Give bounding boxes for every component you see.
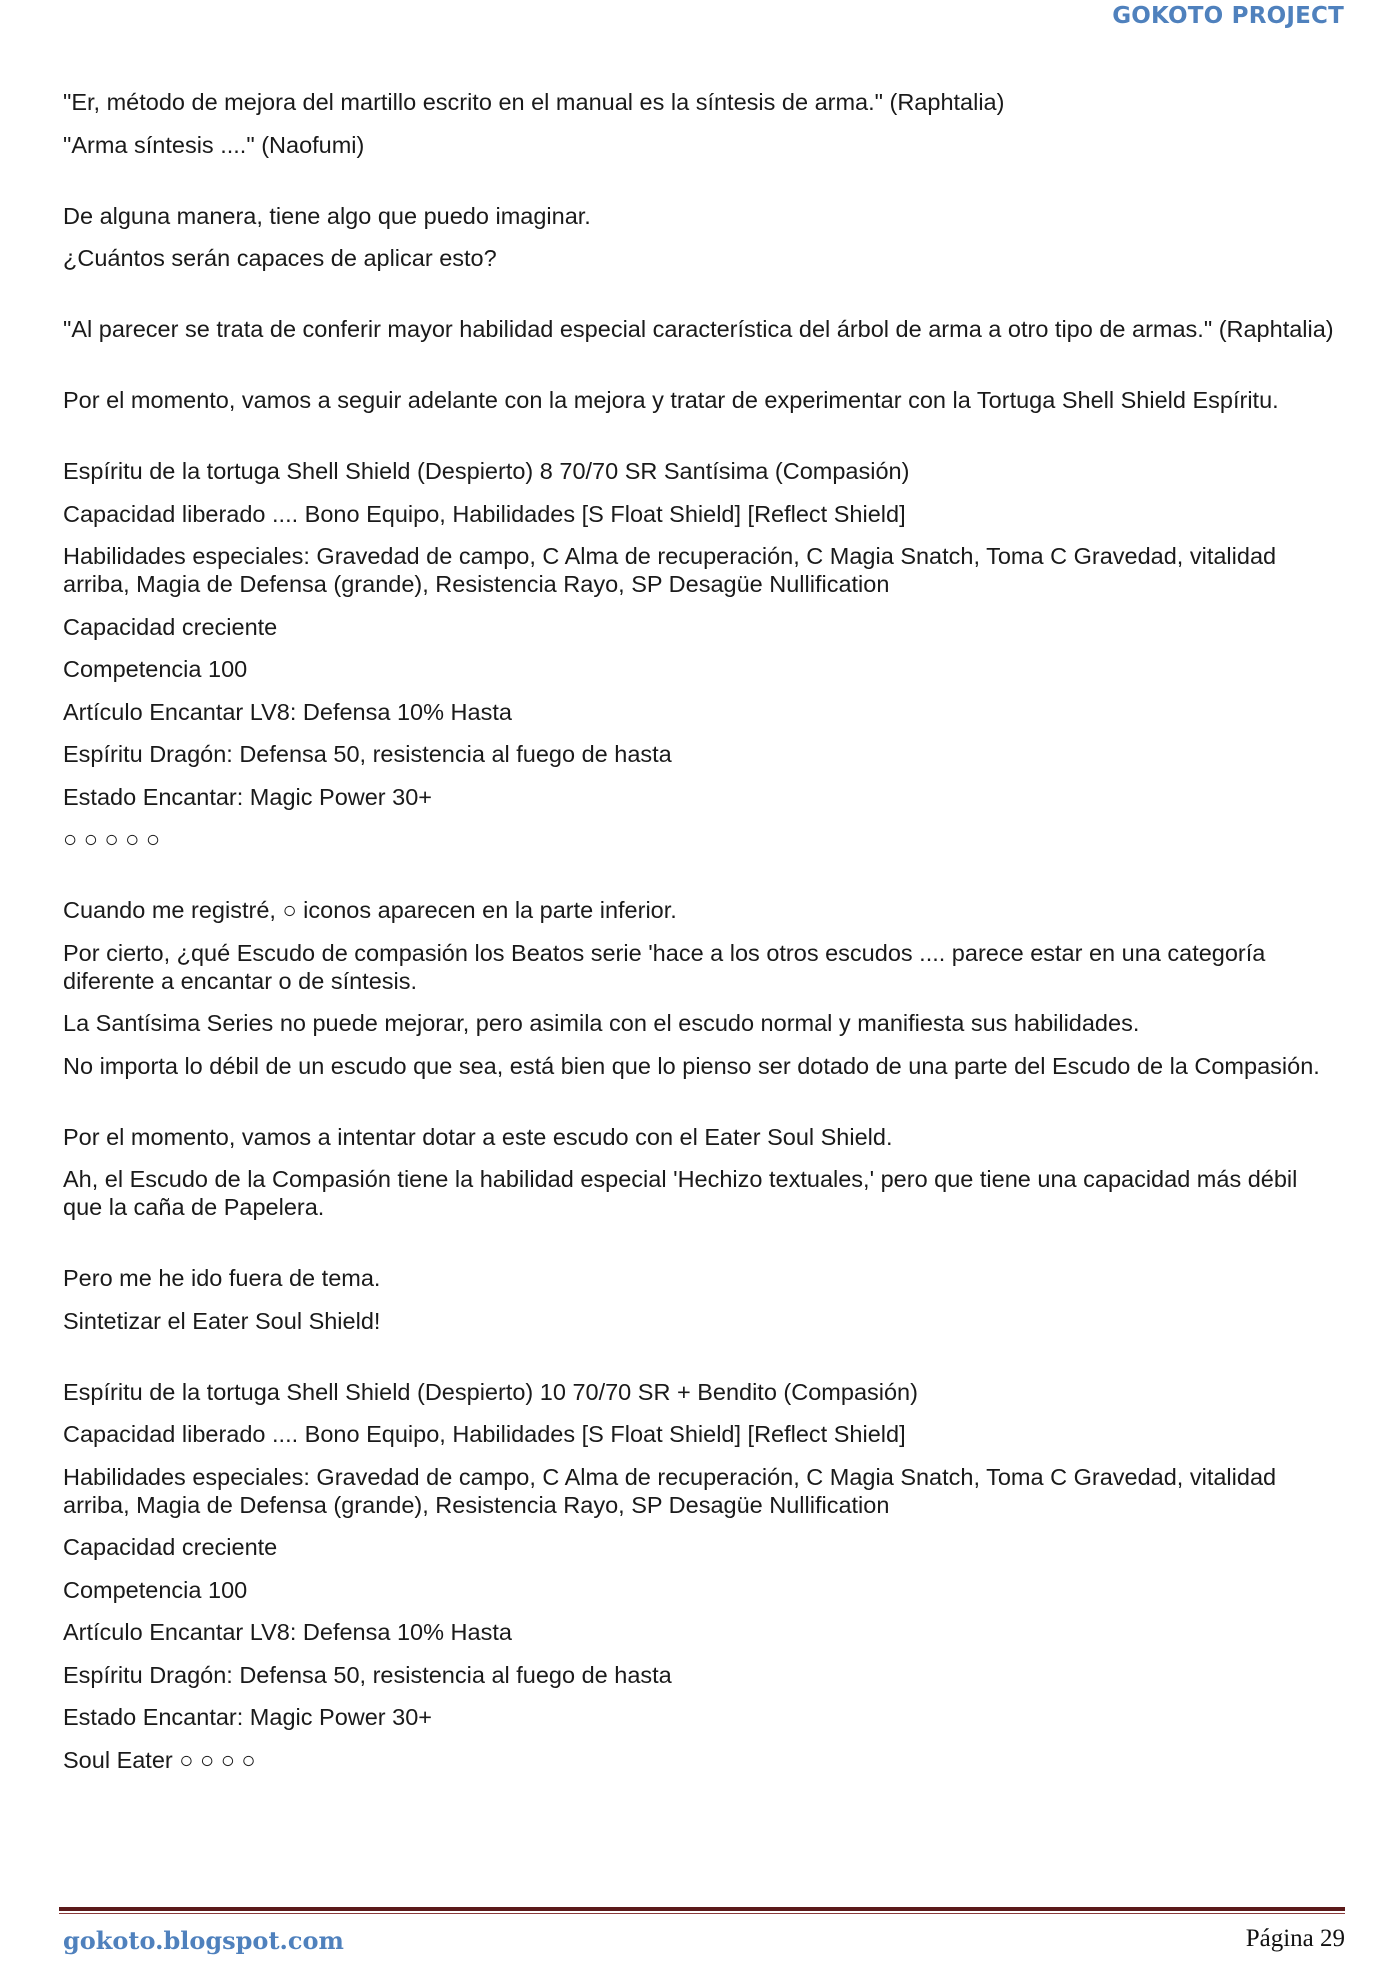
- stat-line: Espíritu de la tortuga Shell Shield (Despierto) 8 70/70 SR Santísima (Compasión): [63, 458, 910, 484]
- footer-divider-thin: [59, 1913, 1345, 1914]
- stat-line: Estado Encantar: Magic Power 30+: [63, 783, 433, 810]
- stat-line: Artículo Encantar LV8: Defensa 10% Hasta: [63, 1619, 512, 1645]
- paragraph: La Santísima Series no puede mejorar, pero asimila con el escudo normal y manifiesta sus habilidades.: [63, 1010, 1140, 1036]
- paragraph: ¿Cuántos serán capaces de aplicar esto?: [63, 245, 497, 271]
- stat-line: Capacidad liberado .... Bono Equipo, Habilidades [S Float Shield] [Reflect Shield]: [63, 500, 906, 527]
- slot-icons: ○ ○ ○ ○ ○: [63, 826, 161, 852]
- paragraph: Ah, el Escudo de la Compasión tiene la habilidad especial 'Hechizo textuales,' pero que tiene una capacidad más débil que la caña de Papelera.: [63, 1166, 1298, 1220]
- stat-line: Habilidades especiales: Gravedad de campo, C Alma de recuperación, C Magia Snatch, Toma C Gravedad, vitalidad arriba, Magia de Defensa (grande), Resistencia Rayo, SP Desagüe Nullification: [63, 543, 1277, 597]
- paragraph: Por cierto, ¿qué Escudo de compasión los Beatos serie 'hace a los otros escudos .... parece estar en una categoría diferente a encantar o de síntesis.: [63, 939, 1266, 994]
- page-number: Página 29: [1245, 1925, 1345, 1952]
- footer-site-link[interactable]: gokoto.blogspot.com: [63, 1926, 344, 1955]
- paragraph: "Al parecer se trata de conferir mayor habilidad especial característica del árbol de arma a otro tipo de armas." (Raphtalia): [63, 316, 1334, 342]
- slot-icons: Soul Eater ○ ○ ○ ○: [63, 1746, 256, 1773]
- paragraph: Por el momento, vamos a seguir adelante con la mejora y tratar de experimentar con la Tortuga Shell Shield Espíritu.: [63, 387, 1279, 413]
- paragraph: "Er, método de mejora del martillo escrito en el manual es la síntesis de arma." (Raphtalia): [63, 89, 1005, 115]
- stat-line: Capacidad creciente: [63, 1534, 278, 1560]
- stat-line: Artículo Encantar LV8: Defensa 10% Hasta: [63, 698, 512, 725]
- stat-line: Competencia 100: [63, 1576, 248, 1603]
- stat-line: Espíritu Dragón: Defensa 50, resistencia al fuego de hasta: [63, 741, 672, 767]
- paragraph: De alguna manera, tiene algo que puedo imaginar.: [63, 202, 591, 229]
- paragraph: Pero me he ido fuera de tema.: [63, 1265, 381, 1291]
- document-body: [63, 88, 1343, 1788]
- paragraph: Sintetizar el Eater Soul Shield!: [63, 1307, 381, 1334]
- stat-line: Estado Encantar: Magic Power 30+: [63, 1704, 433, 1730]
- footer-divider: [59, 1907, 1345, 1911]
- stat-line: Capacidad creciente: [63, 613, 278, 640]
- stat-line: Espíritu Dragón: Defensa 50, resistencia al fuego de hasta: [63, 1661, 672, 1688]
- stat-line: Habilidades especiales: Gravedad de campo, C Alma de recuperación, C Magia Snatch, Toma C Gravedad, vitalidad arriba, Magia de Defensa (grande), Resistencia Rayo, SP Desagüe Nullification: [63, 1463, 1277, 1518]
- paragraph: Por el momento, vamos a intentar dotar a este escudo con el Eater Soul Shield.: [63, 1123, 893, 1150]
- stat-line: Capacidad liberado .... Bono Equipo, Habilidades [S Float Shield] [Reflect Shield]: [63, 1421, 906, 1447]
- paragraph: Cuando me registré, ○ iconos aparecen en la parte inferior.: [63, 897, 677, 923]
- header-brand: GOKOTO PROJECT: [1112, 3, 1344, 29]
- stat-line: Espíritu de la tortuga Shell Shield (Despierto) 10 70/70 SR + Bendito (Compasión): [63, 1378, 918, 1405]
- stat-line: Competencia 100: [63, 656, 248, 682]
- paragraph: "Arma síntesis ...." (Naofumi): [63, 131, 365, 158]
- paragraph: No importa lo débil de un escudo que sea, está bien que lo pienso ser dotado de una parte del Escudo de la Compasión.: [63, 1052, 1320, 1079]
